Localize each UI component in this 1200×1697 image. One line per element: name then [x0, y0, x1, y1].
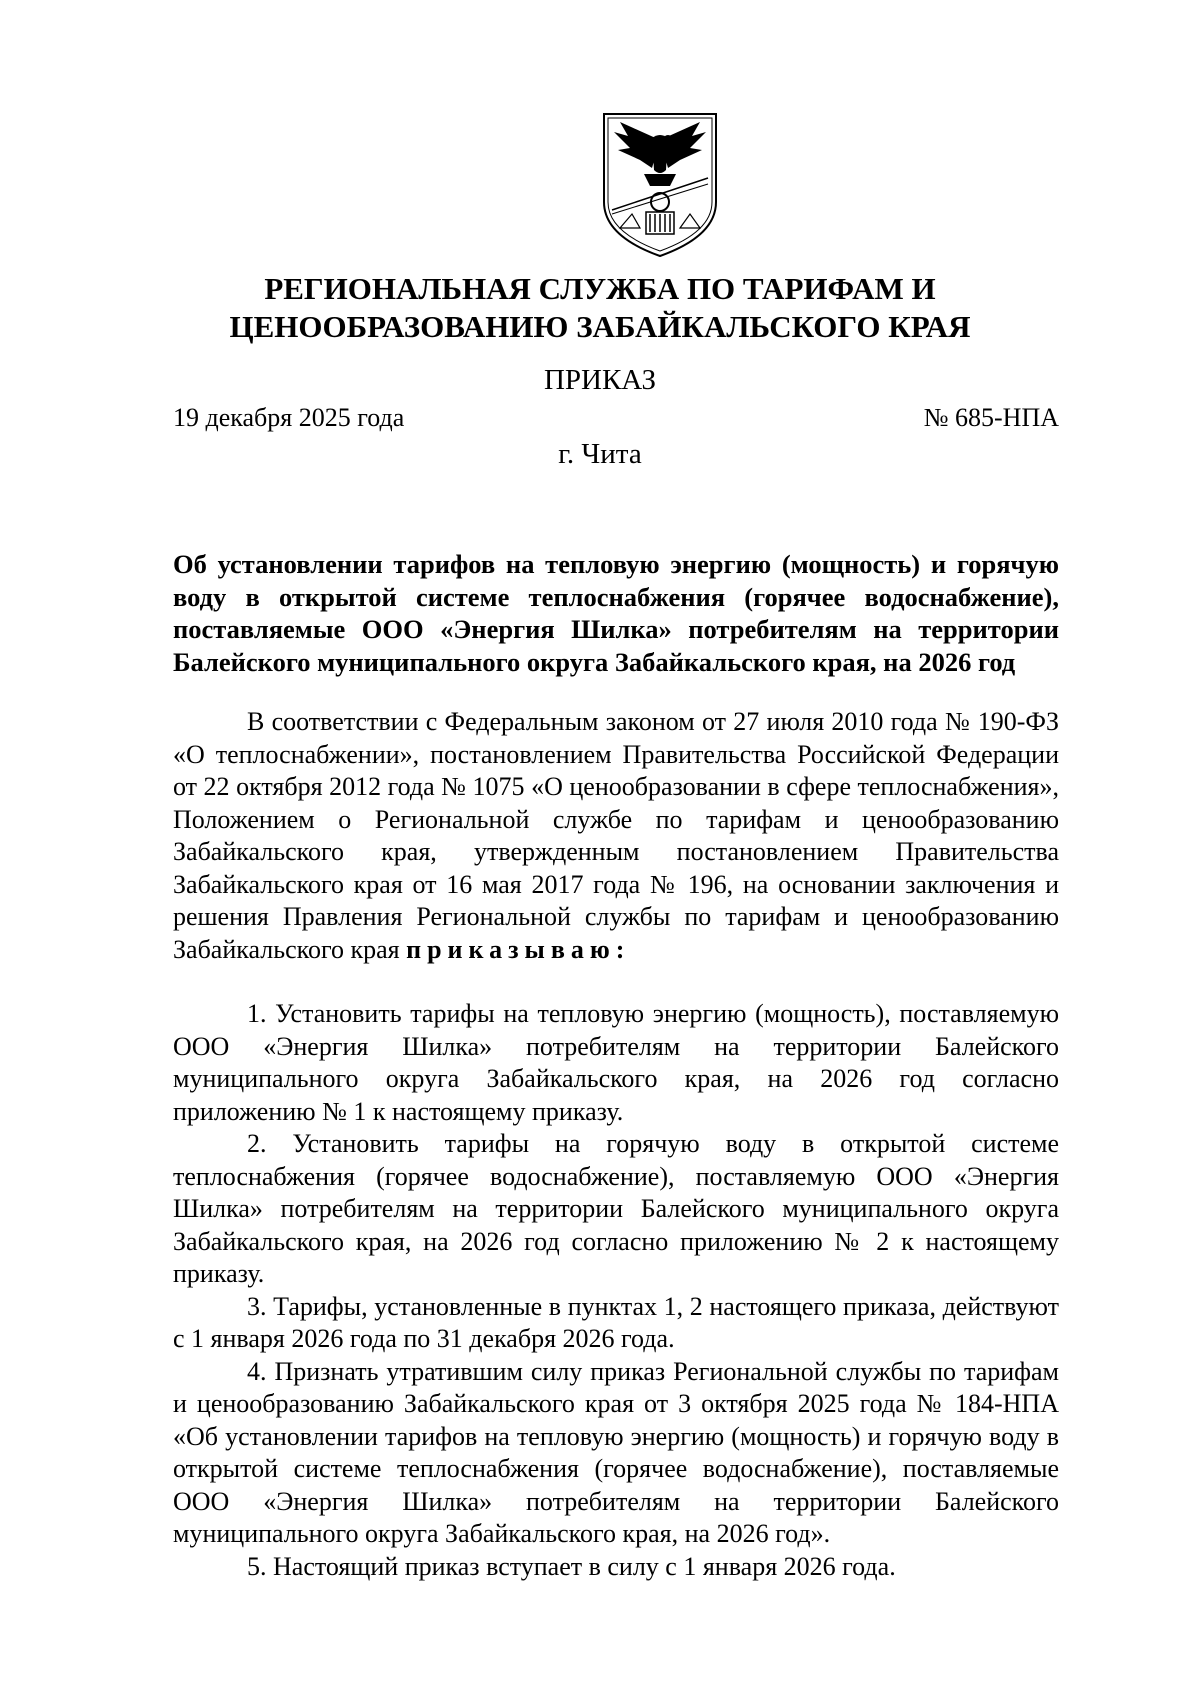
item-1: 1. Установить тарифы на тепловую энергию (мощность), поставляемую ООО «Энергия Шилка» потребителям на территории Балейского муниципального округа Забайкальского края, на 2026 год согласно приложению № 1 к настоящему приказу. [173, 999, 1059, 1126]
document-number: № 685-НПА [923, 403, 1059, 432]
item-4: 4. Признать утратившим силу приказ Региональной службы по тарифам и ценообразованию Забайкальского края от 3 октября 2025 года № 184-НПА «Об установлении тарифов на тепловую энергию (мощность) и горячую воду в открытой системе теплоснабжения (горячее водоснабжение), поставляемые ООО «Энергия Шилка» потребителям на территории Балейского муниципального округа Забайкальского края, на 2026 год». [173, 1356, 1059, 1548]
item-2: 2. Установить тарифы на горячую воду в открытой системе теплоснабжения (горячее водоснабжение), поставляемую ООО «Энергия Шилка» потребителям на территории Балейского муниципального округа Забайкальского края, на 2026 год согласно приложению № 2 к настоящему приказу. [173, 1129, 1059, 1288]
document-type: ПРИКАЗ [543, 364, 657, 396]
item-5: 5. Настоящий приказ вступает в силу с 1 января 2026 года. [247, 1551, 896, 1581]
order-word: приказываю: [406, 934, 631, 964]
document-title: Об установлении тарифов на тепловую энергию (мощность) и горячую воду в открытой системе теплоснабжения (горячее водоснабжение), поставляемые ООО «Энергия Шилка» потребителям на территории Балейского муниципального округа Забайкальского края, на 2026 год [173, 549, 1059, 677]
document-date: 19 декабря 2025 года [173, 403, 405, 432]
agency-name-line-1: РЕГИОНАЛЬНАЯ СЛУЖБА ПО ТАРИФАМ И [264, 271, 936, 306]
preamble-paragraph [173, 706, 1059, 966]
agency-name [0, 270, 1200, 346]
document-city: г. Чита [558, 438, 642, 470]
item-3: 3. Тарифы, установленные в пунктах 1, 2 настоящего приказа, действуют с 1 января 2026 года по 31 декабря 2026 года. [173, 1291, 1059, 1353]
zabaikalsky-coat-of-arms-icon [600, 110, 720, 260]
document-body [173, 706, 1059, 1583]
preamble-text: В соответствии с Федеральным законом от 27 июля 2010 года № 190-ФЗ «О теплоснабжении», постановлением Правительства Российской Федерации от 22 октября 2012 года № 1075 «О ценообразовании в сфере теплоснабжения», Положением о Региональной службе по тарифам и ценообразованию Забайкальского края, утвержденным постановлением Правительства Забайкальского края от 16 мая 2017 года № 196, на основании заключения и решения Правления Региональной службы по тарифам и ценообразованию Забайкальского края [173, 707, 1059, 964]
agency-name-line-2: ЦЕНООБРАЗОВАНИЮ ЗАБАЙКАЛЬСКОГО КРАЯ [229, 309, 971, 344]
